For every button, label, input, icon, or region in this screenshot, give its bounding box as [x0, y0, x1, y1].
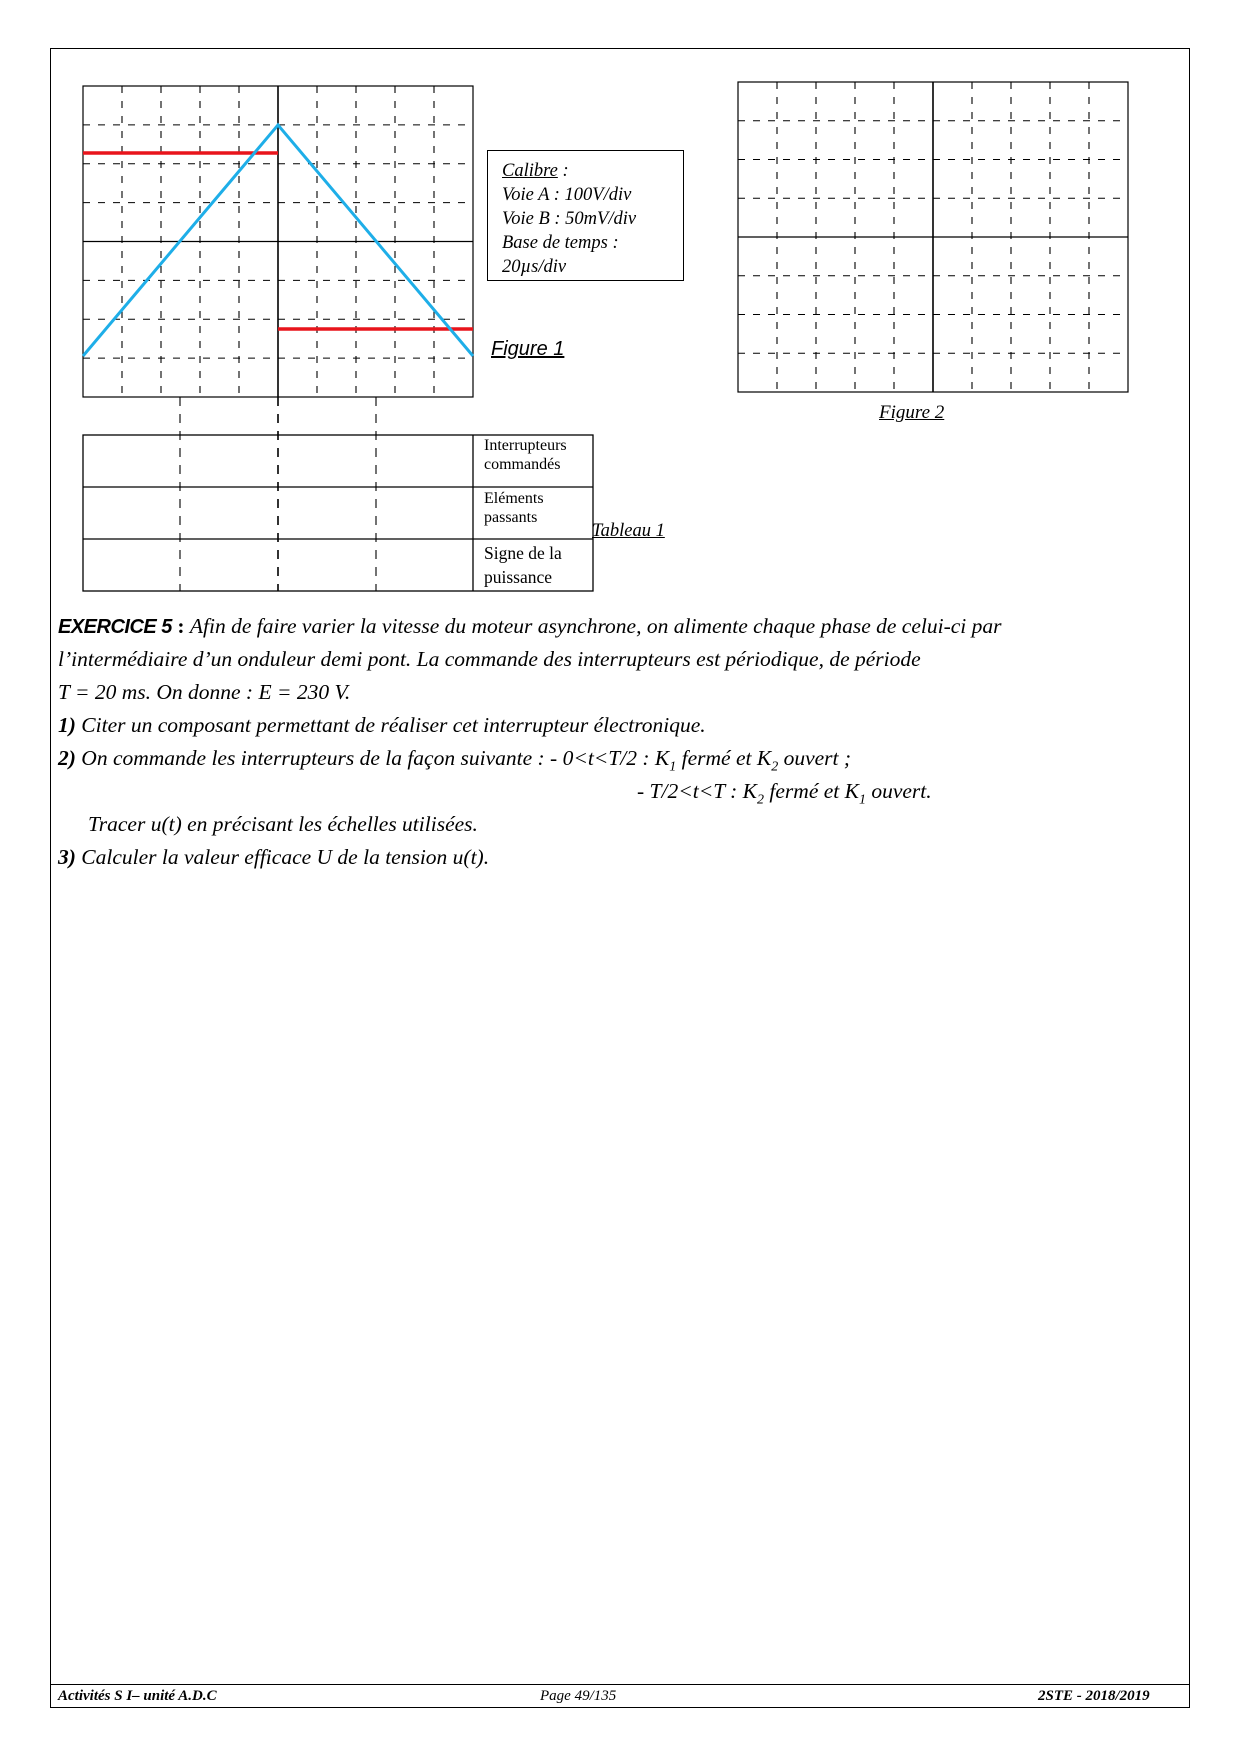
question-1-text: Citer un composant permettant de réaliser cet interrupteur électronique.: [75, 713, 706, 737]
question-2-line2-c: ouvert.: [865, 779, 932, 803]
question-2-line2-sub: 1: [858, 792, 866, 808]
exercise-intro-text1: Afin de faire varier la vitesse du moteur asynchrone, on alimente chaque phase de celui-ci par: [189, 614, 1002, 638]
tableau1-row3-line1: Signe de la: [484, 543, 562, 563]
figure1-caption: Figure 1: [491, 338, 565, 360]
calibre-base-value: 20µs/div: [502, 257, 567, 277]
exercise-intro-line1: [58, 614, 1001, 639]
question-1: [58, 713, 706, 738]
tableau1-caption: Tableau 1: [592, 521, 665, 541]
question-2-line2-b: fermé et K: [764, 779, 859, 803]
question-2-line2: [637, 779, 932, 808]
calibre-base-label: Base de temps :: [502, 233, 619, 253]
tableau1-row-label: [484, 436, 567, 474]
question-2-text-c: ouvert ;: [778, 746, 852, 770]
exercise-title-sep: :: [171, 614, 190, 638]
question-2-sub: 1: [669, 759, 677, 775]
question-1-number: 1): [58, 713, 76, 737]
calibre-title: Calibre: [502, 161, 558, 181]
question-2-number: 2): [58, 746, 76, 770]
calibre-title-suffix: :: [557, 161, 569, 181]
tableau1-row1-line2: commandés: [484, 456, 561, 473]
question-2-sub: 2: [771, 759, 779, 775]
footer-center: Page 49/135: [540, 1688, 617, 1704]
footer-left: Activités S I– unité A.D.C: [58, 1688, 217, 1704]
tableau1-row2-line1: Eléments: [484, 490, 544, 507]
exercise-intro-line3: T = 20 ms. On donne : E = 230 V.: [58, 680, 351, 704]
tableau1-row2-line2: passants: [484, 509, 538, 526]
exercise-intro-line2: l’intermédiaire d’un onduleur demi pont. La commande des interrupteurs est périodique, de période: [58, 647, 921, 671]
question-2-text-b: fermé et K: [676, 746, 772, 770]
calibre-voie-a: Voie A : 100V/div: [502, 185, 632, 205]
exercise-title: EXERCICE 5: [58, 616, 172, 638]
question-3-text: Calculer la valeur efficace U de la tension u(t).: [75, 845, 490, 869]
question-3: [58, 845, 489, 870]
footer-divider: [50, 1684, 1190, 1685]
question-3-number: 3): [58, 845, 76, 869]
question-2: [58, 746, 851, 775]
figure2-caption: Figure 2: [879, 402, 945, 423]
tableau1-row-label: [484, 541, 562, 589]
question-2-text: On commande les interrupteurs de la façon suivante : - 0<t<T/2 : K: [75, 746, 670, 770]
calibre-voie-b: Voie B : 50mV/div: [502, 209, 637, 229]
footer-right: 2STE - 2018/2019: [1038, 1688, 1150, 1704]
question-2-line3: Tracer u(t) en précisant les échelles utilisées.: [88, 812, 478, 836]
calibre-box: [487, 150, 684, 281]
figure2-grid: [738, 82, 1128, 392]
question-2-line2-a: - T/2<t<T : K: [637, 779, 758, 803]
tableau1-row3-line2: puissance: [484, 567, 553, 587]
tableau1-row-label: [484, 489, 544, 527]
question-2-line2-sub: 2: [757, 792, 765, 808]
figure1-grid: [83, 86, 473, 397]
tableau1-row1-line1: Interrupteurs: [484, 437, 567, 454]
